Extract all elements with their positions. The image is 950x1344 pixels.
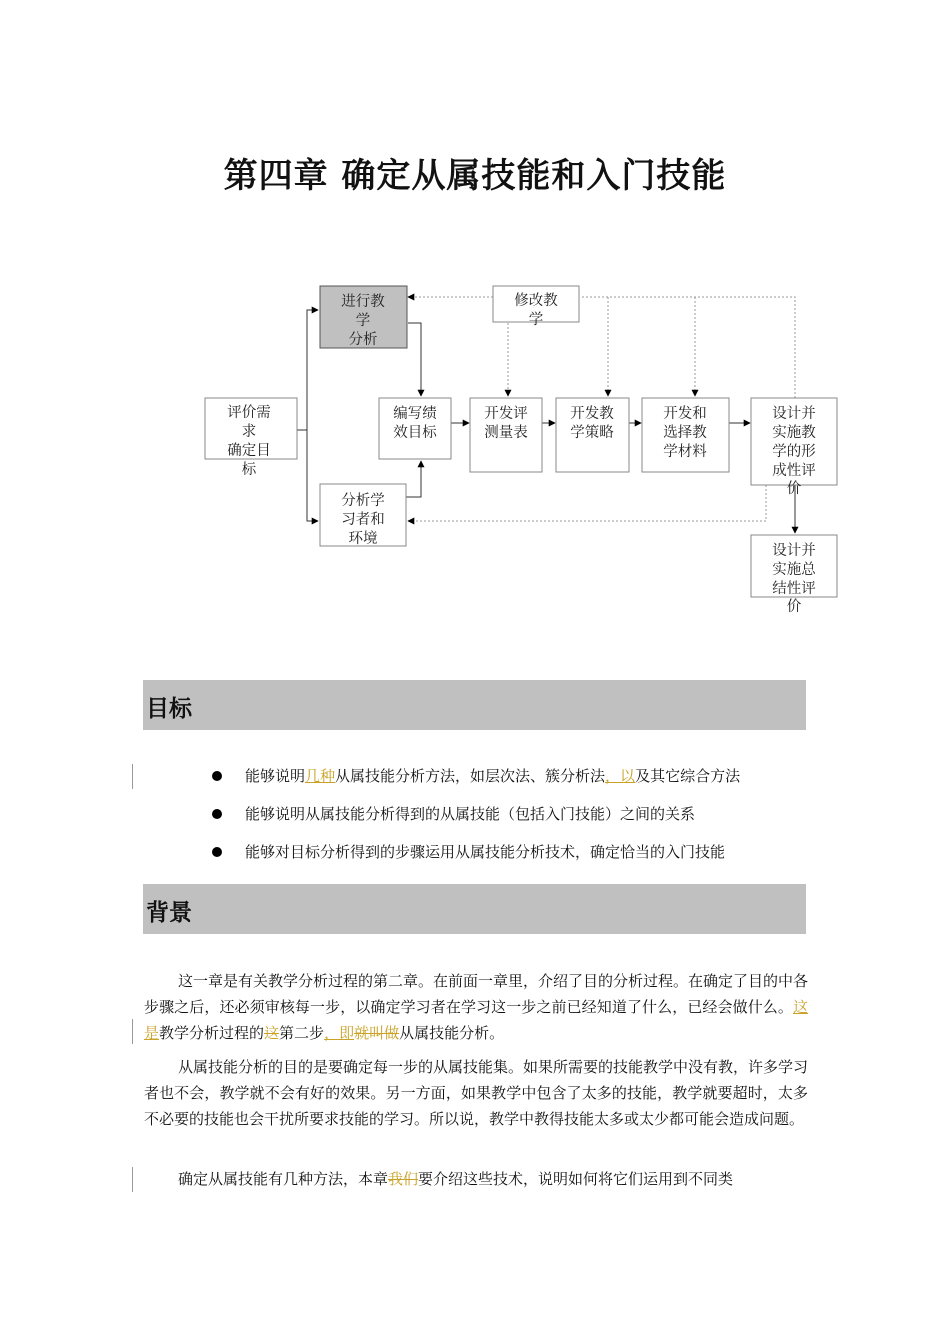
box-line: 学策略 (570, 425, 614, 441)
paragraph-text: 这一章是有关教学分析过程的第二章。在前面一章里，介绍了目的分析过程。在确定了目的中各步骤之后，还必须审核每一步，以确定学习者在学习这一步之前已经知道了什么，已经会做什么。 (144, 972, 809, 1016)
svg-text:开发和选择教学材料 (663, 405, 707, 460)
goals-heading: 目标 (146, 696, 192, 722)
background-heading-bar (143, 884, 806, 934)
box-line: 效目标 (393, 425, 437, 441)
bullet-icon (212, 771, 222, 781)
box-line: 环境 (348, 531, 378, 547)
inserted-text: ，以 (605, 767, 636, 785)
box-performance-objectives (379, 398, 451, 459)
box-learner-analysis (320, 484, 406, 547)
box-summative-evaluation (751, 535, 837, 615)
goal-text: 能够说明从属技能分析得到的从属技能（包括入门技能）之间的关系 (245, 805, 696, 823)
goal-item (212, 802, 832, 840)
instructional-design-flowchart (0, 0, 950, 660)
deleted-text: 就叫做 (354, 1024, 400, 1042)
box-line: 确定目 (227, 443, 271, 459)
box-line: 测量表 (484, 425, 528, 441)
box-line: 分析学 (341, 493, 385, 509)
goals-list (212, 764, 832, 878)
inserted-text: ，即 (324, 1024, 355, 1042)
paragraph-text: 从属技能分析。 (399, 1024, 505, 1042)
box-line: 习者和 (341, 512, 385, 528)
revision-marker (132, 1167, 133, 1192)
paragraph-text: 第二步 (279, 1024, 325, 1042)
revision-marker (132, 1019, 133, 1044)
box-line: 实施教 (772, 425, 816, 441)
goal-item (212, 764, 832, 802)
box-line: 设计并 (772, 543, 816, 559)
box-instructional-strategy (556, 398, 629, 472)
box-line: 修改教 (514, 293, 558, 309)
box-line: 评价需 (227, 405, 271, 421)
background-paragraph-1 (144, 968, 808, 1046)
box-line: 开发评 (484, 406, 528, 422)
box-line: 开发和 (663, 406, 707, 422)
box-assess-needs (205, 398, 297, 478)
chapter-title: 第四章 确定从属技能和入门技能 (223, 156, 727, 196)
box-line: 编写绩 (393, 406, 437, 422)
box-line: 价 (786, 599, 802, 615)
deleted-text: 这 (264, 1024, 280, 1042)
paragraph-text: 教学分析过程的 (159, 1024, 265, 1042)
box-formative-evaluation (751, 398, 837, 497)
box-line: 分析 (348, 332, 378, 348)
inserted-text: 几种 (305, 767, 336, 785)
goal-text: 能够对目标分析得到的步骤运用从属技能分析技术，确定恰当的入门技能 (245, 843, 726, 861)
box-line: 学材料 (663, 444, 707, 460)
box-line: 学 (528, 312, 544, 328)
box-line: 价 (786, 481, 802, 497)
background-paragraph-3 (144, 1166, 808, 1192)
box-line: 结性评 (772, 581, 816, 597)
deleted-text: 我们 (388, 1170, 419, 1188)
box-instructional-materials (642, 398, 729, 472)
bullet-icon (212, 847, 222, 857)
goal-text: 从属技能分析方法，如层次法、簇分析法 (335, 767, 606, 785)
box-line: 选择教 (663, 425, 707, 441)
paragraph-text: 确定从属技能有几种方法，本章 (178, 1170, 389, 1188)
box-line: 标 (241, 462, 257, 478)
box-line: 求 (241, 424, 257, 440)
box-line: 开发教 (570, 406, 614, 422)
box-line: 实施总 (772, 562, 816, 578)
revision-marker (132, 764, 133, 789)
background-paragraph-2: 从属技能分析的目的是要确定每一步的从属技能集。如果所需要的技能教学中没有教，许多学习者也不会，教学就不会有好的效果。另一方面，如果教学中包含了太多的技能，教学就要超时，太多不必要的技能也会干扰所要求技能的学习。所以说，教学中教得技能太多或太少都可能会造成问题。 (144, 1058, 809, 1128)
box-line: 设计并 (772, 406, 816, 422)
box-line: 学的形 (772, 444, 816, 460)
background-heading: 背景 (146, 900, 192, 926)
bullet-icon (212, 809, 222, 819)
inserted-text: 这是 (144, 998, 808, 1042)
goal-item (212, 840, 832, 878)
box-line: 成性评 (772, 463, 816, 479)
goal-text: 能够说明 (245, 767, 306, 785)
box-revise-instruction (493, 286, 579, 328)
goal-text: 及其它综合方法 (635, 767, 741, 785)
box-assessment-instruments (470, 398, 542, 472)
box-line: 学 (355, 313, 371, 329)
paragraph-text: 要介绍这些技术，说明如何将它们运用到不同类 (418, 1170, 734, 1188)
goals-heading-bar (143, 680, 806, 730)
box-instructional-analysis (320, 286, 407, 348)
box-line: 进行教 (341, 294, 385, 310)
